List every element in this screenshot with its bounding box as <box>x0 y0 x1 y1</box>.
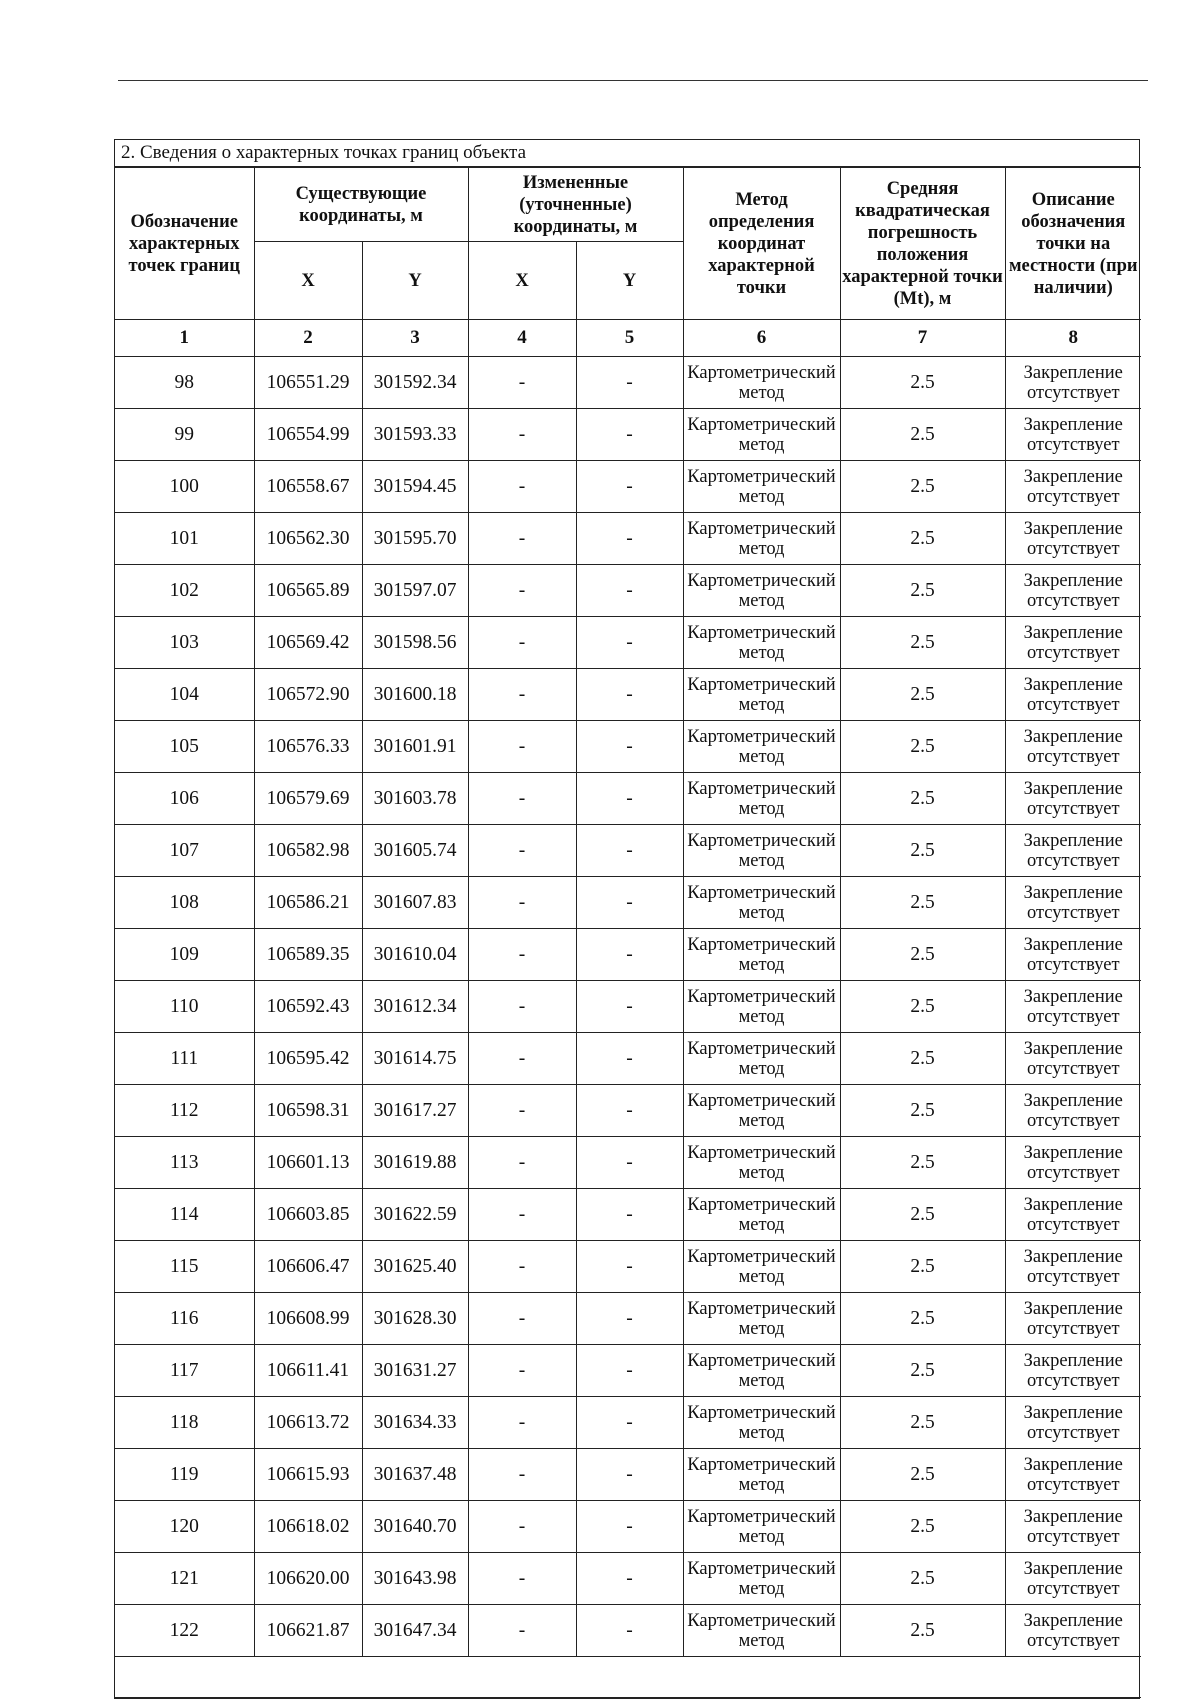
changed-x-cell: - <box>468 1241 576 1293</box>
description-cell: Закрепление отсутствует <box>1005 669 1141 721</box>
description-cell: Закрепление отсутствует <box>1005 721 1141 773</box>
method-cell: Картометрический метод <box>683 1293 840 1345</box>
method-cell: Картометрический метод <box>683 1449 840 1501</box>
method-cell: Картометрический метод <box>683 1605 840 1657</box>
method-cell: Картометрический метод <box>683 1033 840 1085</box>
method-cell: Картометрический метод <box>683 357 840 409</box>
changed-x-cell: - <box>468 1397 576 1449</box>
changed-x-cell: - <box>468 669 576 721</box>
accuracy-cell: 2.5 <box>840 1241 1005 1293</box>
existing-y-cell: 301603.78 <box>362 773 468 825</box>
accuracy-cell: 2.5 <box>840 409 1005 461</box>
existing-x-cell: 106569.42 <box>254 617 362 669</box>
existing-y-cell: 301640.70 <box>362 1501 468 1553</box>
accuracy-cell: 2.5 <box>840 1553 1005 1605</box>
changed-y-cell: - <box>576 1189 683 1241</box>
table-row <box>115 981 1141 1033</box>
changed-y-cell: - <box>576 565 683 617</box>
accuracy-cell: 2.5 <box>840 981 1005 1033</box>
point-number-cell: 112 <box>115 1085 254 1137</box>
existing-x-cell: 106615.93 <box>254 1449 362 1501</box>
description-cell: Закрепление отсутствует <box>1005 565 1141 617</box>
header-existing-y: Y <box>362 242 468 320</box>
existing-y-cell: 301600.18 <box>362 669 468 721</box>
changed-y-cell: - <box>576 1293 683 1345</box>
description-cell: Закрепление отсутствует <box>1005 1085 1141 1137</box>
changed-x-cell: - <box>468 617 576 669</box>
accuracy-cell: 2.5 <box>840 1501 1005 1553</box>
existing-x-cell: 106579.69 <box>254 773 362 825</box>
point-number-cell: 113 <box>115 1137 254 1189</box>
changed-x-cell: - <box>468 721 576 773</box>
changed-y-cell: - <box>576 1397 683 1449</box>
method-cell: Картометрический метод <box>683 513 840 565</box>
header-existing-x: X <box>254 242 362 320</box>
changed-y-cell: - <box>576 357 683 409</box>
existing-x-cell: 106582.98 <box>254 825 362 877</box>
changed-y-cell: - <box>576 617 683 669</box>
point-number-cell: 102 <box>115 565 254 617</box>
point-number-cell: 107 <box>115 825 254 877</box>
changed-x-cell: - <box>468 1553 576 1605</box>
accuracy-cell: 2.5 <box>840 357 1005 409</box>
description-cell: Закрепление отсутствует <box>1005 357 1141 409</box>
changed-x-cell: - <box>468 409 576 461</box>
changed-x-cell: - <box>468 461 576 513</box>
changed-y-cell: - <box>576 929 683 981</box>
method-cell: Картометрический метод <box>683 565 840 617</box>
existing-x-cell: 106589.35 <box>254 929 362 981</box>
changed-y-cell: - <box>576 721 683 773</box>
description-cell: Закрепление отсутствует <box>1005 1241 1141 1293</box>
accuracy-cell: 2.5 <box>840 1605 1005 1657</box>
table-row <box>115 773 1141 825</box>
method-cell: Картометрический метод <box>683 981 840 1033</box>
column-number: 1 <box>115 320 254 357</box>
accuracy-cell: 2.5 <box>840 565 1005 617</box>
header-changed-y: Y <box>576 242 683 320</box>
description-cell: Закрепление отсутствует <box>1005 929 1141 981</box>
table-row <box>115 669 1141 721</box>
changed-x-cell: - <box>468 1501 576 1553</box>
table-row <box>115 1085 1141 1137</box>
description-cell: Закрепление отсутствует <box>1005 1501 1141 1553</box>
existing-y-cell: 301593.33 <box>362 409 468 461</box>
changed-y-cell: - <box>576 409 683 461</box>
empty-row <box>115 1657 1141 1698</box>
changed-y-cell: - <box>576 1553 683 1605</box>
changed-y-cell: - <box>576 1137 683 1189</box>
existing-x-cell: 106572.90 <box>254 669 362 721</box>
description-cell: Закрепление отсутствует <box>1005 409 1141 461</box>
accuracy-cell: 2.5 <box>840 1085 1005 1137</box>
existing-y-cell: 301619.88 <box>362 1137 468 1189</box>
header-accuracy: Средняя квадратическая погрешность положения характерной точки (Mt), м <box>840 168 1005 320</box>
header-method: Метод определения координат характерной точки <box>683 168 840 320</box>
point-number-cell: 114 <box>115 1189 254 1241</box>
table-row <box>115 513 1141 565</box>
existing-x-cell: 106621.87 <box>254 1605 362 1657</box>
table-row <box>115 409 1141 461</box>
changed-x-cell: - <box>468 357 576 409</box>
accuracy-cell: 2.5 <box>840 877 1005 929</box>
method-cell: Картометрический метод <box>683 825 840 877</box>
point-number-cell: 119 <box>115 1449 254 1501</box>
method-cell: Картометрический метод <box>683 929 840 981</box>
point-number-cell: 116 <box>115 1293 254 1345</box>
existing-x-cell: 106606.47 <box>254 1241 362 1293</box>
method-cell: Картометрический метод <box>683 461 840 513</box>
table-row <box>115 825 1141 877</box>
changed-x-cell: - <box>468 565 576 617</box>
existing-y-cell: 301612.34 <box>362 981 468 1033</box>
point-number-cell: 106 <box>115 773 254 825</box>
column-number: 6 <box>683 320 840 357</box>
existing-x-cell: 106586.21 <box>254 877 362 929</box>
description-cell: Закрепление отсутствует <box>1005 877 1141 929</box>
existing-y-cell: 301592.34 <box>362 357 468 409</box>
existing-x-cell: 106601.13 <box>254 1137 362 1189</box>
changed-y-cell: - <box>576 461 683 513</box>
header-changed-x: X <box>468 242 576 320</box>
method-cell: Картометрический метод <box>683 1345 840 1397</box>
method-cell: Картометрический метод <box>683 773 840 825</box>
accuracy-cell: 2.5 <box>840 929 1005 981</box>
changed-y-cell: - <box>576 1241 683 1293</box>
changed-x-cell: - <box>468 1293 576 1345</box>
description-cell: Закрепление отсутствует <box>1005 1345 1141 1397</box>
table-row <box>115 1293 1141 1345</box>
changed-x-cell: - <box>468 825 576 877</box>
existing-y-cell: 301598.56 <box>362 617 468 669</box>
point-number-cell: 101 <box>115 513 254 565</box>
method-cell: Картометрический метод <box>683 1189 840 1241</box>
points-section <box>114 139 1140 1699</box>
changed-x-cell: - <box>468 1345 576 1397</box>
changed-x-cell: - <box>468 1033 576 1085</box>
point-number-cell: 111 <box>115 1033 254 1085</box>
existing-y-cell: 301647.34 <box>362 1605 468 1657</box>
description-cell: Закрепление отсутствует <box>1005 1293 1141 1345</box>
table-row <box>115 929 1141 981</box>
accuracy-cell: 2.5 <box>840 721 1005 773</box>
existing-x-cell: 106565.89 <box>254 565 362 617</box>
section-title: 2. Сведения о характерных точках границ объекта <box>115 140 1139 167</box>
existing-x-cell: 106608.99 <box>254 1293 362 1345</box>
changed-x-cell: - <box>468 1085 576 1137</box>
existing-y-cell: 301631.27 <box>362 1345 468 1397</box>
table-row <box>115 357 1141 409</box>
header-designation: Обозначение характерных точек границ <box>115 168 254 320</box>
changed-x-cell: - <box>468 929 576 981</box>
changed-x-cell: - <box>468 981 576 1033</box>
existing-x-cell: 106620.00 <box>254 1553 362 1605</box>
table-row <box>115 1605 1141 1657</box>
column-number: 2 <box>254 320 362 357</box>
accuracy-cell: 2.5 <box>840 617 1005 669</box>
header-existing-coords: Существующие координаты, м <box>254 168 468 242</box>
point-number-cell: 118 <box>115 1397 254 1449</box>
point-number-cell: 122 <box>115 1605 254 1657</box>
description-cell: Закрепление отсутствует <box>1005 773 1141 825</box>
description-cell: Закрепление отсутствует <box>1005 1397 1141 1449</box>
existing-x-cell: 106554.99 <box>254 409 362 461</box>
method-cell: Картометрический метод <box>683 409 840 461</box>
changed-y-cell: - <box>576 773 683 825</box>
changed-x-cell: - <box>468 877 576 929</box>
column-number: 7 <box>840 320 1005 357</box>
changed-y-cell: - <box>576 981 683 1033</box>
accuracy-cell: 2.5 <box>840 1397 1005 1449</box>
accuracy-cell: 2.5 <box>840 1033 1005 1085</box>
existing-y-cell: 301601.91 <box>362 721 468 773</box>
description-cell: Закрепление отсутствует <box>1005 1449 1141 1501</box>
table-row <box>115 877 1141 929</box>
existing-y-cell: 301597.07 <box>362 565 468 617</box>
table-row <box>115 1137 1141 1189</box>
accuracy-cell: 2.5 <box>840 513 1005 565</box>
changed-y-cell: - <box>576 825 683 877</box>
point-number-cell: 117 <box>115 1345 254 1397</box>
table-row <box>115 617 1141 669</box>
description-cell: Закрепление отсутствует <box>1005 1605 1141 1657</box>
point-number-cell: 98 <box>115 357 254 409</box>
method-cell: Картометрический метод <box>683 1397 840 1449</box>
changed-x-cell: - <box>468 1449 576 1501</box>
existing-x-cell: 106611.41 <box>254 1345 362 1397</box>
point-number-cell: 109 <box>115 929 254 981</box>
existing-y-cell: 301607.83 <box>362 877 468 929</box>
description-cell: Закрепление отсутствует <box>1005 981 1141 1033</box>
description-cell: Закрепление отсутствует <box>1005 513 1141 565</box>
point-number-cell: 99 <box>115 409 254 461</box>
description-cell: Закрепление отсутствует <box>1005 617 1141 669</box>
changed-y-cell: - <box>576 513 683 565</box>
changed-x-cell: - <box>468 1605 576 1657</box>
method-cell: Картометрический метод <box>683 669 840 721</box>
changed-x-cell: - <box>468 1189 576 1241</box>
existing-x-cell: 106551.29 <box>254 357 362 409</box>
column-number: 4 <box>468 320 576 357</box>
changed-x-cell: - <box>468 773 576 825</box>
changed-y-cell: - <box>576 1085 683 1137</box>
accuracy-cell: 2.5 <box>840 1293 1005 1345</box>
existing-x-cell: 106558.67 <box>254 461 362 513</box>
description-cell: Закрепление отсутствует <box>1005 1189 1141 1241</box>
existing-y-cell: 301595.70 <box>362 513 468 565</box>
point-number-cell: 103 <box>115 617 254 669</box>
existing-y-cell: 301617.27 <box>362 1085 468 1137</box>
point-number-cell: 120 <box>115 1501 254 1553</box>
method-cell: Картометрический метод <box>683 877 840 929</box>
existing-y-cell: 301614.75 <box>362 1033 468 1085</box>
header-changed-coords: Измененные (уточненные) координаты, м <box>468 168 683 242</box>
accuracy-cell: 2.5 <box>840 825 1005 877</box>
existing-y-cell: 301634.33 <box>362 1397 468 1449</box>
existing-y-cell: 301622.59 <box>362 1189 468 1241</box>
point-number-cell: 115 <box>115 1241 254 1293</box>
column-number-row <box>115 320 1141 357</box>
table-row <box>115 1189 1141 1241</box>
existing-y-cell: 301605.74 <box>362 825 468 877</box>
table-row <box>115 1033 1141 1085</box>
changed-y-cell: - <box>576 1033 683 1085</box>
changed-x-cell: - <box>468 1137 576 1189</box>
empty-cell <box>115 1657 1141 1698</box>
existing-x-cell: 106603.85 <box>254 1189 362 1241</box>
accuracy-cell: 2.5 <box>840 773 1005 825</box>
column-number: 5 <box>576 320 683 357</box>
accuracy-cell: 2.5 <box>840 1137 1005 1189</box>
accuracy-cell: 2.5 <box>840 1345 1005 1397</box>
table-row <box>115 565 1141 617</box>
existing-x-cell: 106618.02 <box>254 1501 362 1553</box>
existing-x-cell: 106562.30 <box>254 513 362 565</box>
method-cell: Картометрический метод <box>683 721 840 773</box>
existing-x-cell: 106598.31 <box>254 1085 362 1137</box>
method-cell: Картометрический метод <box>683 1501 840 1553</box>
changed-y-cell: - <box>576 1501 683 1553</box>
table-row <box>115 1397 1141 1449</box>
point-number-cell: 105 <box>115 721 254 773</box>
description-cell: Закрепление отсутствует <box>1005 1553 1141 1605</box>
description-cell: Закрепление отсутствует <box>1005 1033 1141 1085</box>
existing-x-cell: 106592.43 <box>254 981 362 1033</box>
point-number-cell: 121 <box>115 1553 254 1605</box>
header-description: Описание обозначения точки на местности (при наличии) <box>1005 168 1141 320</box>
accuracy-cell: 2.5 <box>840 669 1005 721</box>
accuracy-cell: 2.5 <box>840 1189 1005 1241</box>
changed-y-cell: - <box>576 1449 683 1501</box>
boundary-points-table <box>115 167 1141 1698</box>
table-row <box>115 1241 1141 1293</box>
table-row <box>115 1553 1141 1605</box>
point-number-cell: 108 <box>115 877 254 929</box>
table-row <box>115 1449 1141 1501</box>
method-cell: Картометрический метод <box>683 1553 840 1605</box>
point-number-cell: 104 <box>115 669 254 721</box>
description-cell: Закрепление отсутствует <box>1005 461 1141 513</box>
existing-y-cell: 301628.30 <box>362 1293 468 1345</box>
changed-y-cell: - <box>576 1345 683 1397</box>
existing-x-cell: 106576.33 <box>254 721 362 773</box>
accuracy-cell: 2.5 <box>840 1449 1005 1501</box>
method-cell: Картометрический метод <box>683 1085 840 1137</box>
existing-y-cell: 301610.04 <box>362 929 468 981</box>
table-row <box>115 1345 1141 1397</box>
column-number: 8 <box>1005 320 1141 357</box>
existing-y-cell: 301643.98 <box>362 1553 468 1605</box>
changed-y-cell: - <box>576 877 683 929</box>
changed-y-cell: - <box>576 1605 683 1657</box>
existing-y-cell: 301625.40 <box>362 1241 468 1293</box>
method-cell: Картометрический метод <box>683 1137 840 1189</box>
point-number-cell: 100 <box>115 461 254 513</box>
description-cell: Закрепление отсутствует <box>1005 1137 1141 1189</box>
existing-y-cell: 301637.48 <box>362 1449 468 1501</box>
changed-y-cell: - <box>576 669 683 721</box>
table-row <box>115 721 1141 773</box>
table-row <box>115 1501 1141 1553</box>
top-rule <box>118 80 1148 81</box>
existing-y-cell: 301594.45 <box>362 461 468 513</box>
table-row <box>115 461 1141 513</box>
column-number: 3 <box>362 320 468 357</box>
method-cell: Картометрический метод <box>683 617 840 669</box>
method-cell: Картометрический метод <box>683 1241 840 1293</box>
existing-x-cell: 106595.42 <box>254 1033 362 1085</box>
description-cell: Закрепление отсутствует <box>1005 825 1141 877</box>
changed-x-cell: - <box>468 513 576 565</box>
existing-x-cell: 106613.72 <box>254 1397 362 1449</box>
point-number-cell: 110 <box>115 981 254 1033</box>
accuracy-cell: 2.5 <box>840 461 1005 513</box>
